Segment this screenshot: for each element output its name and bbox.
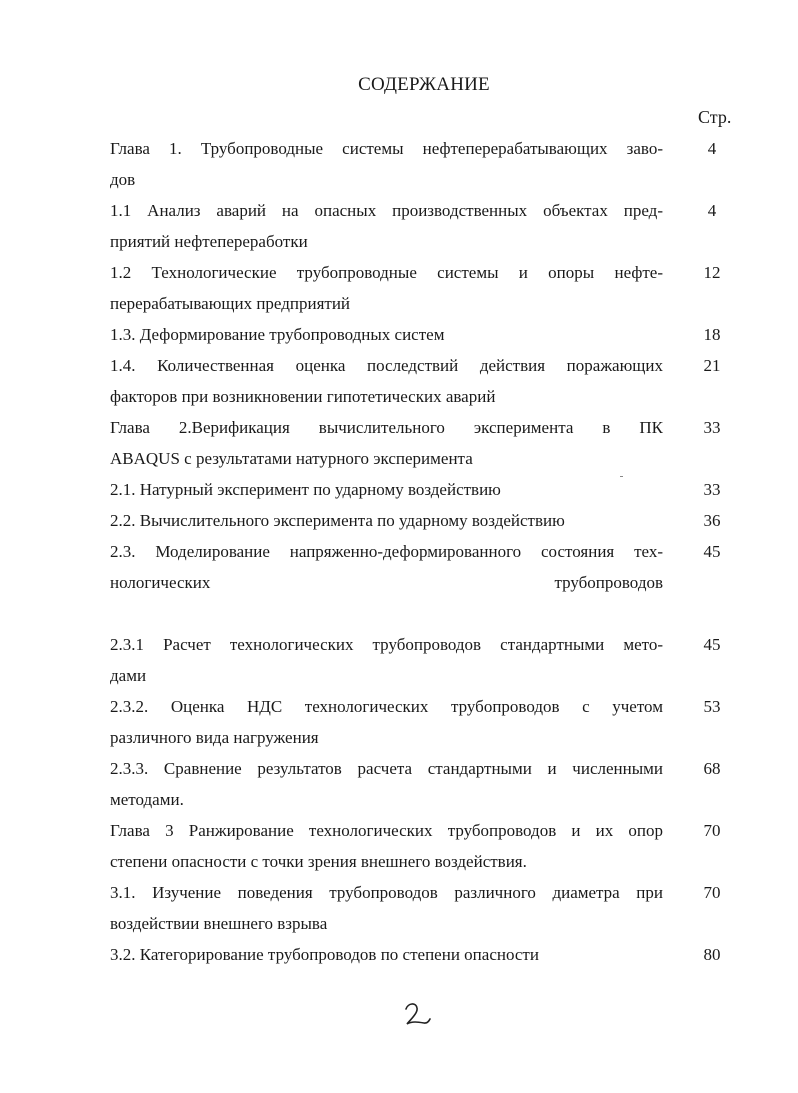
toc-entry-title (110, 691, 663, 753)
toc-entry-line: факторов при возникновении гипотетических аварий (110, 387, 496, 406)
toc-entry-line: 2.3.1 Расчет технологических трубопроводов стандартными мето- (110, 635, 663, 654)
toc-page-number: 12 (703, 263, 721, 282)
toc-entry-line: различного вида нагружения (110, 728, 319, 747)
toc-entry-line: 1.3. Деформирование трубопроводных систем (110, 325, 445, 344)
toc-entry-line: 3.1. Изучение поведения трубопроводов различного диаметра при (110, 883, 663, 902)
toc-page-number: 70 (703, 883, 721, 902)
toc-page-number: 36 (703, 511, 721, 530)
toc-page-number: 53 (703, 697, 721, 716)
toc-page-number: 80 (703, 945, 721, 964)
toc-entry-2-2 (110, 505, 730, 536)
toc-page-number: 18 (703, 325, 721, 344)
toc-entry-title (110, 536, 663, 598)
toc-page-number: 21 (703, 356, 721, 375)
toc-entry-line: 2.3.2. Оценка НДС технологических трубопроводов с учетом (110, 697, 663, 716)
toc-page-number: 68 (703, 759, 721, 778)
toc-page-number: 4 (707, 201, 717, 220)
toc-entry-line: степени опасности с точки зрения внешнего воздействия. (110, 852, 527, 871)
toc-entry-line: Глава 2.Верификация вычислительного эксперимента в ПК (110, 418, 663, 437)
toc-entry-title (110, 505, 663, 536)
toc-entry-line: Глава 1. Трубопроводные системы нефтеперерабатывающих заво- (110, 139, 663, 158)
toc-entry-title (110, 133, 663, 195)
toc-entry-line: 1.4. Количественная оценка последствий действия поражающих (110, 356, 663, 375)
table-of-contents (110, 133, 730, 970)
toc-entry-2-1 (110, 474, 730, 505)
toc-entry-3-1 (110, 877, 730, 939)
toc-entry-title (110, 877, 663, 939)
toc-entry-2-3-2 (110, 691, 730, 753)
toc-entry-line: 2.3.3. Сравнение результатов расчета стандартными и численными (110, 759, 663, 778)
blank-line (110, 598, 730, 629)
handwritten-page-number (402, 1000, 432, 1030)
toc-entry-line: 2.2. Вычислительного эксперимента по ударному воздействию (110, 511, 565, 530)
toc-entry-1-4 (110, 350, 730, 412)
toc-page-number: 45 (703, 635, 721, 654)
toc-entry-ch1 (110, 133, 730, 195)
toc-entry-title (110, 412, 663, 474)
toc-entry-line: 1.2 Технологические трубопроводные системы и опоры нефте- (110, 263, 663, 282)
toc-entry-line: ABAQUS с результатами натурного эксперимента (110, 449, 473, 468)
toc-entry-title (110, 753, 663, 815)
page-column-label: Стр. (698, 107, 732, 127)
toc-page-number: 70 (703, 821, 721, 840)
toc-entry-title (110, 474, 663, 505)
toc-entry-title (110, 629, 663, 691)
toc-entry-title (110, 815, 663, 877)
toc-entry-ch2 (110, 412, 730, 474)
toc-entry-1-2 (110, 257, 730, 319)
toc-entry-line: 2.3. Моделирование напряженно-деформированного состояния тех- (110, 542, 663, 561)
toc-entry-2-3-1 (110, 629, 730, 691)
toc-entry-line: Глава 3 Ранжирование технологических трубопроводов и их опор (110, 821, 663, 840)
toc-entry-line: дов (110, 170, 136, 189)
toc-entry-title (110, 257, 663, 319)
toc-entry-line: перерабатывающих предприятий (110, 294, 351, 313)
toc-page-number: 4 (707, 139, 717, 158)
toc-entry-line: 1.1 Анализ аварий на опасных производственных объектах пред- (110, 201, 663, 220)
toc-entry-2-3 (110, 536, 730, 598)
toc-entry-ch3 (110, 815, 730, 877)
page-title: СОДЕРЖАНИЕ (358, 74, 490, 95)
toc-entry-line: нологических трубопроводов (110, 573, 663, 592)
toc-entry-1-3 (110, 319, 730, 350)
toc-entry-line: воздействии внешнего взрыва (110, 914, 328, 933)
toc-entry-line: дами (110, 666, 147, 685)
toc-entry-3-2 (110, 939, 730, 970)
toc-entry-title (110, 939, 663, 970)
scan-speck (620, 476, 623, 477)
toc-entry-title (110, 319, 663, 350)
toc-entry-line: методами. (110, 790, 184, 809)
toc-page-number: 45 (703, 542, 721, 561)
toc-entry-title (110, 350, 663, 412)
toc-page-number: 33 (703, 418, 721, 437)
toc-entry-2-3-3 (110, 753, 730, 815)
toc-entry-line: приятий нефтепереработки (110, 232, 308, 251)
toc-entry-1-1 (110, 195, 730, 257)
toc-page-number: 33 (703, 480, 721, 499)
toc-entry-line: 2.1. Натурный эксперимент по ударному воздействию (110, 480, 501, 499)
toc-entry-title (110, 195, 663, 257)
toc-entry-line: 3.2. Категорирование трубопроводов по степени опасности (110, 945, 539, 964)
